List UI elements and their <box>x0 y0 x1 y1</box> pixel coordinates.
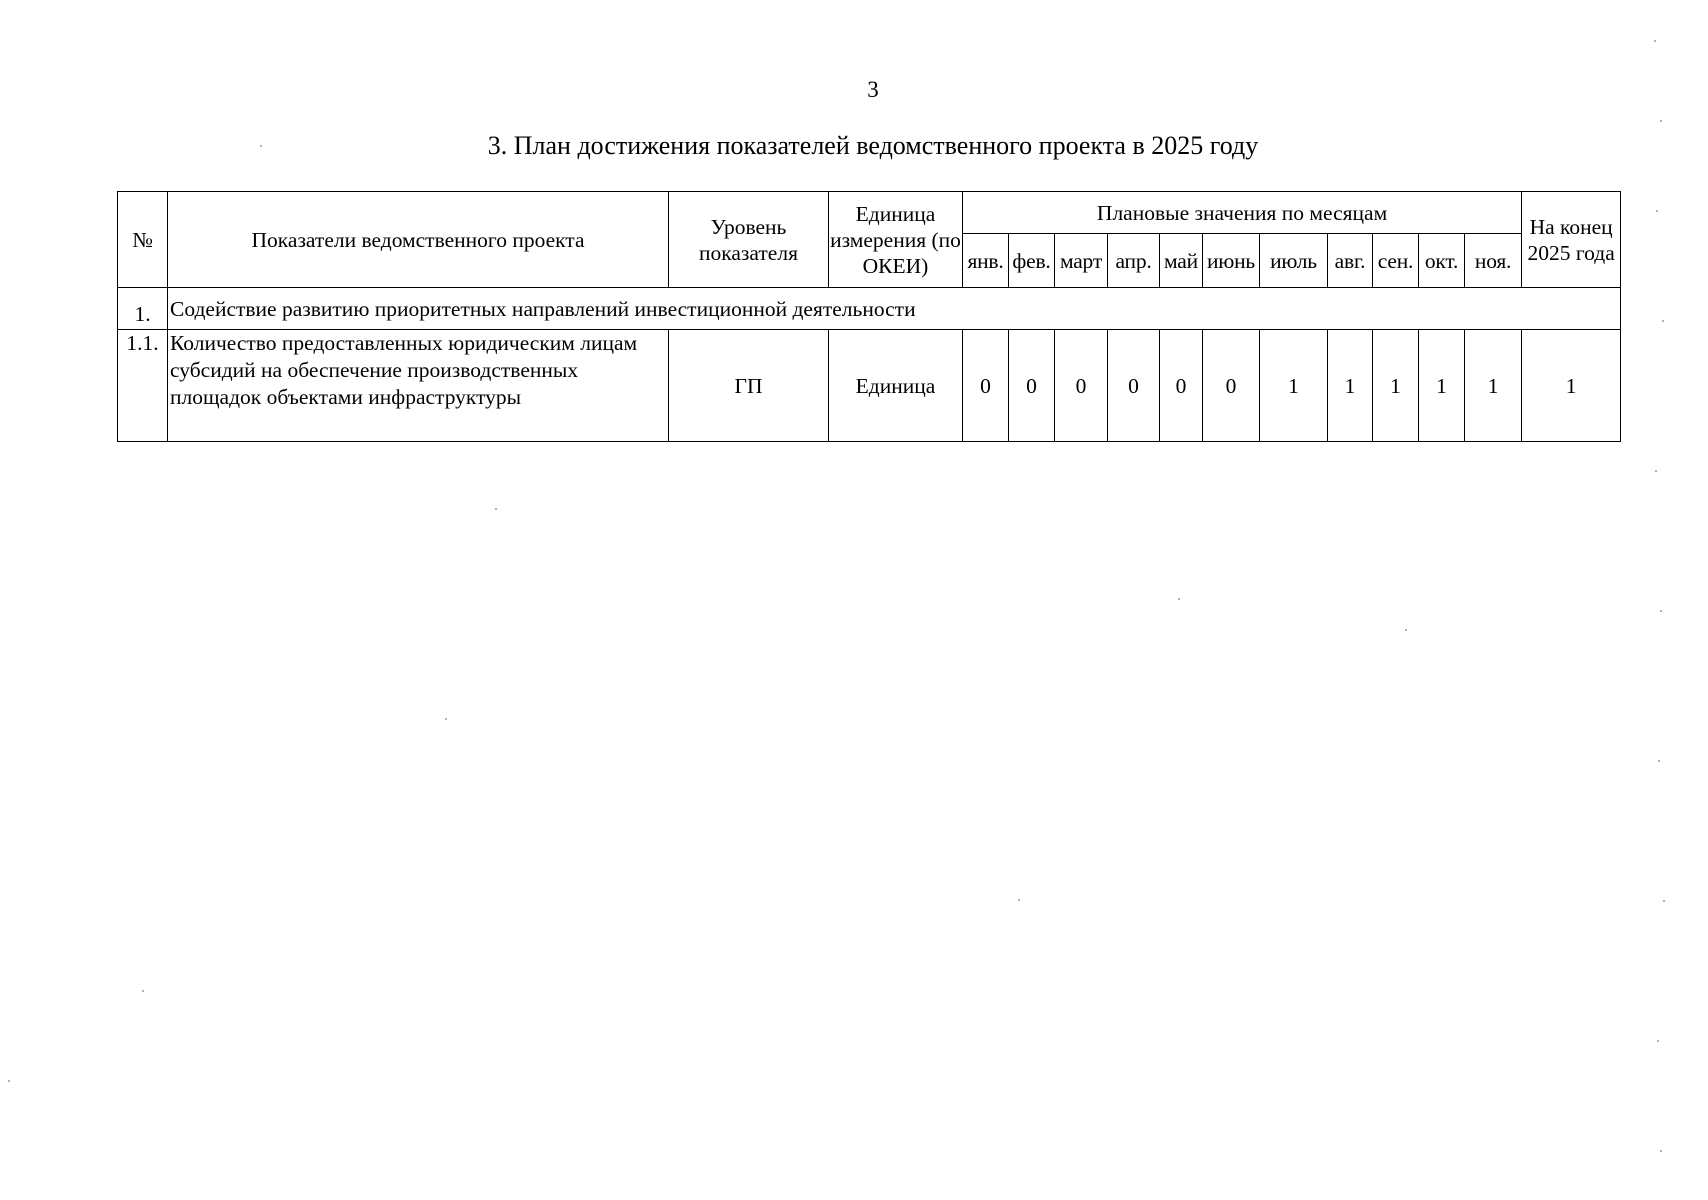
value-feb: 0 <box>1009 330 1055 442</box>
group-row <box>118 288 1621 330</box>
value-oct: 1 <box>1419 330 1465 442</box>
row-number: 1.1. <box>118 330 168 442</box>
value-aug: 1 <box>1328 330 1373 442</box>
header-month-mar: март <box>1055 234 1108 288</box>
header-month-nov: ноя. <box>1465 234 1522 288</box>
value-apr: 0 <box>1108 330 1160 442</box>
header-month-apr: апр. <box>1108 234 1160 288</box>
header-month-jun: июнь <box>1203 234 1260 288</box>
group-row-title: Содействие развитию приоритетных направлений инвестиционной деятельности <box>168 288 1621 330</box>
page-number: 3 <box>867 77 879 102</box>
header-month-oct: окт. <box>1419 234 1465 288</box>
value-sep: 1 <box>1373 330 1419 442</box>
header-monthly-values: Плановые значения по месяцам <box>963 192 1522 234</box>
header-no: № <box>118 192 168 288</box>
section-title: 3. План достижения показателей ведомственного проекта в 2025 году <box>487 131 1259 160</box>
value-jul: 1 <box>1260 330 1328 442</box>
header-indicator: Показатели ведомственного проекта <box>168 192 669 288</box>
header-year-end: На конец 2025 года <box>1522 192 1621 288</box>
indicators-plan-table <box>117 191 1621 442</box>
value-mar: 0 <box>1055 330 1108 442</box>
header-month-may: май <box>1160 234 1203 288</box>
table-row <box>118 330 1621 442</box>
value-jan: 0 <box>963 330 1009 442</box>
indicator-name: Количество предоставленных юридическим лицам субсидий на обеспечение производственных площадок объектами инфраструктуры <box>168 330 669 442</box>
header-month-sep: сен. <box>1373 234 1419 288</box>
header-month-feb: фев. <box>1009 234 1055 288</box>
group-row-number: 1. <box>118 288 168 330</box>
value-year-end: 1 <box>1522 330 1621 442</box>
value-jun: 0 <box>1203 330 1260 442</box>
header-level: Уровень показателя <box>669 192 829 288</box>
header-month-jul: июль <box>1260 234 1328 288</box>
indicator-level: ГП <box>669 330 829 442</box>
value-nov: 1 <box>1465 330 1522 442</box>
header-month-aug: авг. <box>1328 234 1373 288</box>
header-row-top <box>118 192 1621 234</box>
header-month-jan: янв. <box>963 234 1009 288</box>
indicator-unit: Единица <box>829 330 963 442</box>
value-may: 0 <box>1160 330 1203 442</box>
header-unit: Единица измерения (по ОКЕИ) <box>829 192 963 288</box>
